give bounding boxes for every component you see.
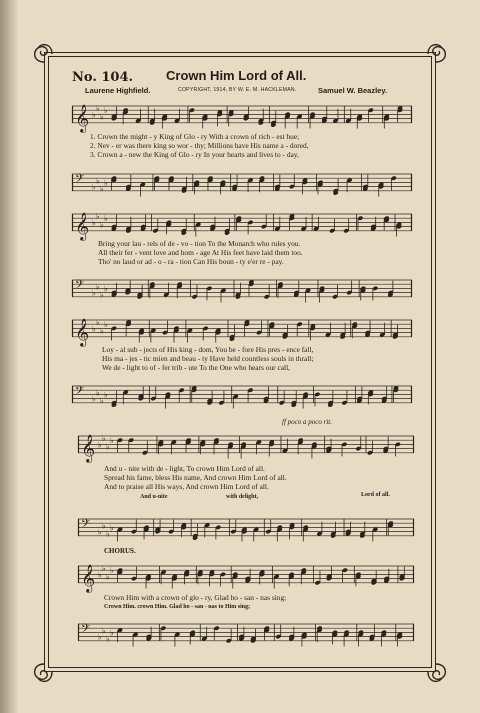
bass-staff-system-2 (72, 274, 412, 304)
svg-text:♭: ♭ (92, 110, 96, 120)
bass-cue-1: And u-nite (140, 494, 168, 500)
svg-text:♭: ♭ (98, 632, 102, 642)
svg-text:𝄞: 𝄞 (75, 211, 90, 240)
svg-text:♭: ♭ (92, 394, 96, 404)
svg-text:♭: ♭ (104, 390, 108, 400)
svg-text:𝄞: 𝄞 (81, 433, 96, 462)
svg-text:♭: ♭ (106, 634, 110, 644)
lyrics-system-2-verse-1: Bring your lau - rels of de - vo - tion To the Monarch who rules you. (98, 239, 301, 248)
lyrics-system-3-verse-2: His ma - jes - tic mien and beau - ty Have held countless souls in thrall; (102, 354, 314, 363)
lyrics-system-3-verse-3: We de - light to of - fer trib - ute To the One who hears our call, (102, 363, 290, 372)
svg-text:𝄞: 𝄞 (75, 317, 90, 346)
svg-text:𝄞: 𝄞 (75, 103, 90, 132)
svg-text:♭: ♭ (100, 220, 104, 230)
lyricist-credit: Laurene Highfield. (85, 86, 151, 95)
svg-text:♭: ♭ (110, 566, 114, 576)
svg-text:♭: ♭ (104, 106, 108, 116)
lyrics-system-4-verse-1: And u - nite with de - light, To crown Him Lord of all. (104, 464, 265, 473)
svg-text:♭: ♭ (110, 628, 114, 638)
svg-text:𝄢: 𝄢 (75, 172, 85, 189)
svg-text:♭: ♭ (98, 570, 102, 580)
svg-text:♭: ♭ (104, 284, 108, 294)
svg-text:♭: ♭ (100, 396, 104, 406)
svg-text:♭: ♭ (96, 318, 100, 328)
svg-text:♭: ♭ (100, 112, 104, 122)
svg-text:𝄞: 𝄞 (81, 563, 96, 592)
corner-ornament-top-left (30, 40, 60, 70)
lyrics-system-1-verse-1: 1. Crown the might - y King of Glo - ry With a crown of rich - est hue; (90, 132, 300, 141)
svg-text:♭: ♭ (106, 529, 110, 539)
svg-text:♭: ♭ (92, 218, 96, 228)
svg-text:♭: ♭ (100, 184, 104, 194)
svg-text:𝄢: 𝄢 (75, 278, 85, 295)
treble-staff-system-4 (78, 430, 414, 460)
svg-text:♭: ♭ (110, 436, 114, 446)
lyrics-system-1-verse-3: 3. Crown a - new the King of Glo - ry In your hearts and lives to - day, (90, 150, 299, 159)
svg-text:♭: ♭ (104, 320, 108, 330)
lyrics-system-2-verse-3: Tho' no laud or ad - o - ra - tion Can His boun - ty e'er re - pay. (98, 257, 284, 266)
svg-text:♭: ♭ (100, 290, 104, 300)
treble-staff-system-1 (72, 100, 412, 130)
lyrics-system-2-verse-2: All their fer - vent love and hom - age At His feet have laid them too. (98, 248, 303, 257)
svg-text:♭: ♭ (104, 178, 108, 188)
svg-text:♭: ♭ (96, 388, 100, 398)
svg-text:♭: ♭ (92, 324, 96, 334)
svg-text:♭: ♭ (98, 527, 102, 537)
svg-text:♭: ♭ (96, 282, 100, 292)
chorus-label: CHORUS. (104, 547, 136, 555)
svg-text:♭: ♭ (102, 626, 106, 636)
hymn-title: Crown Him Lord of All. (166, 68, 307, 83)
lyrics-system-4-verse-2: Spread his fame, bless His name, And crown Him Lord of all. (104, 473, 287, 482)
dynamics-marking: ff poco a poco rit. (282, 418, 332, 426)
svg-text:𝄢: 𝄢 (81, 517, 91, 534)
lyrics-system-3-verse-1: Loy - al sub - jects of His king - dom, You be - fore His pres - ence fall, (102, 345, 314, 354)
corner-ornament-bottom-right (420, 656, 450, 686)
svg-text:𝄢: 𝄢 (75, 384, 85, 401)
lyrics-system-4-verse-3: And to praise all His ways, And crown Him Lord of all. (104, 482, 269, 491)
svg-text:♭: ♭ (96, 176, 100, 186)
lyrics-chorus: Crown Him with a crown of glo - ry, Glad ho - san - nas sing; (104, 593, 287, 602)
svg-text:♭: ♭ (106, 442, 110, 452)
bass-staff-system-4 (78, 513, 414, 543)
corner-ornament-top-right (420, 40, 450, 70)
svg-text:♭: ♭ (96, 212, 100, 222)
bass-staff-chorus (78, 618, 414, 648)
svg-text:♭: ♭ (106, 572, 110, 582)
bass-staff-system-1 (72, 168, 412, 198)
book-spine-edge (0, 0, 18, 713)
svg-text:♭: ♭ (100, 326, 104, 336)
lyrics-chorus-bass: Crown Him. crown Him. Glad ho - san - nas to Him sing; (104, 604, 251, 610)
svg-text:𝄢: 𝄢 (81, 622, 91, 639)
svg-text:♭: ♭ (102, 434, 106, 444)
bass-cue-3: Lord of all. (361, 492, 390, 498)
composer-credit: Samuel W. Beazley. (318, 86, 388, 95)
treble-staff-chorus (78, 560, 414, 590)
hymn-number: No. 104. (72, 70, 134, 85)
bass-cue-2: with delight, (226, 494, 259, 500)
svg-text:♭: ♭ (104, 214, 108, 224)
treble-staff-system-3 (72, 314, 412, 344)
svg-text:♭: ♭ (92, 182, 96, 192)
copyright-notice: COPYRIGHT, 1914, BY W. E. M. HACKLEMAN. (178, 87, 297, 93)
svg-text:♭: ♭ (102, 564, 106, 574)
corner-ornament-bottom-left (30, 656, 60, 686)
lyrics-system-1-verse-2: 2. Nev - er was there king so wor - thy; Millions have His name a - dored, (90, 141, 309, 150)
svg-text:♭: ♭ (96, 104, 100, 114)
treble-staff-system-2 (72, 208, 412, 238)
svg-text:♭: ♭ (98, 440, 102, 450)
svg-text:♭: ♭ (92, 288, 96, 298)
svg-text:♭: ♭ (102, 521, 106, 531)
svg-text:♭: ♭ (110, 523, 114, 533)
bass-staff-system-3 (72, 380, 412, 410)
